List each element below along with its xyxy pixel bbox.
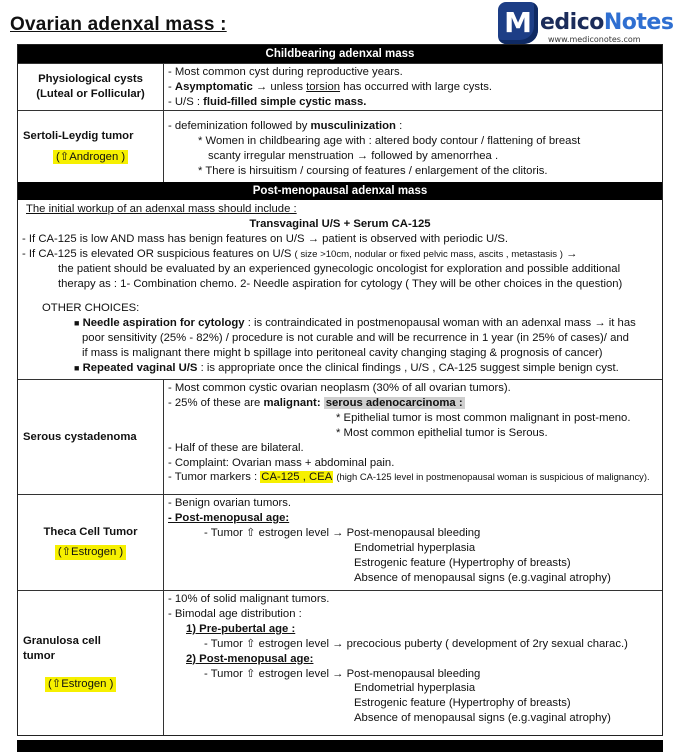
bullet-square-icon: ■: [74, 363, 80, 374]
label-sertoli-leydig: Sertoli-Leydig tumor (⇧Androgen ): [18, 111, 164, 182]
content-granulosa-cell-tumor: - 10% of solid malignant tumors. - Bimodal age distribution : 1) Pre-pubertal age : - Tumor ⇧ estrogen level → precocious puberty ( development of 2ry sexual charac.) 2) Post-menopusal age: - Tumor ⇧ estrogen level → Post-menopausal bleeding Endometrial hyperplasia Estrogenic feature (Hypertrophy of breasts) Absence of menopausal signs (e.g.vaginal atrophy): [168, 592, 628, 725]
postmeno-header: Post-menopausal adenxal mass: [18, 182, 662, 200]
content-physiological-cysts: - Most common cyst during reproductive years. - Asymptomatic → unless torsion has occurred with large cysts. - U/S : fluid-filled simple cystic mass.: [168, 66, 492, 108]
estrogen-tag: (⇧Estrogen ): [55, 545, 126, 560]
content-sertoli-leydig: - defeminization followed by musculinization : * Women in childbearing age with : altered body contour / flattening of breast scanty irregular menstruation → followed by amenorrhea . * There is hirsuitism / coursing of features / enlargement of the clitoris.: [168, 120, 581, 177]
row-physiological-cysts: [18, 63, 662, 110]
document-table: [17, 44, 663, 736]
content-serous-cystadenoma: - Most common cystic ovarian neoplasm (30% of all ovarian tumors). - 25% of these are malignant: serous adenocarcinoma : * Epithelial tumor is most common malignant in post-meno. * Most common epithelial tumor is Serous. - Half of these are bilateral. - Complaint: Ovarian mass + abdominal pain. - Tumor markers : CA-125 , CEA (high CA-125 level in postmenopausal woman is suspicious of malignancy).: [168, 381, 650, 484]
logo-brand: edicoNotes: [540, 10, 674, 35]
workup-section: The initial workup of an adenxal mass should include : Transvaginal U/S + Serum CA-125 - If CA-125 is low AND mass has benign features on U/S → patient is observed with periodic U/S. - If CA-125 is elevated OR suspicious features on U/S ( size >10cm, nodular or fixed pelvic mass, ascits , metastasis ) → the patient should be evaluated by an experienced gynecologic oncologist for exploration and possible additional therapy as : 1- Combination chemo. 2- Needle aspiration for cytology ( They will be other choices in the question) OTHER CHOICES: ■ Needle aspiration for cytology : is contraindicated in postmenopausal woman with an adenxal mass → it has poor sensitivity (25% - 82%) / procedure is not curable and will be recurrence in 1 year (in 25% of cases)/ and if mass is malignant there might b spillage into peritoneal cavity changing staging & prognosis of cancer) ■ Repeated vaginal U/S : is appropriate once the clinical findings , U/S , CA-125 suggest simple benign cyst.: [18, 200, 662, 379]
medico-notes-logo: [498, 2, 674, 48]
label-serous-cystadenoma: Serous cystadenoma: [18, 380, 164, 494]
row-sertoli-leydig: [18, 110, 662, 182]
page-title: Ovarian adenxal mass :: [10, 14, 227, 35]
content-theca-cell-tumor: - Benign ovarian tumors. - Post-menopusal age: - Tumor ⇧ estrogen level → Post-menopausal bleeding Endometrial hyperplasia Estrogenic feature (Hypertrophy of breasts) Absence of menopausal signs (e.g.vaginal atrophy): [168, 496, 611, 584]
androgen-tag: (⇧Androgen ): [53, 150, 128, 165]
childbearing-header: Childbearing adenxal mass: [18, 45, 662, 63]
row-serous-cystadenoma: [18, 379, 662, 494]
row-granulosa-cell-tumor: [18, 590, 662, 735]
bullet-square-icon: ■: [74, 318, 80, 329]
logo-url: www.mediconotes.com: [548, 35, 641, 44]
transvaginal-line: Transvaginal U/S + Serum CA-125: [249, 217, 431, 230]
label-theca-cell-tumor: Theca Cell Tumor (⇧Estrogen ): [18, 495, 164, 590]
label-granulosa-cell-tumor: Granulosa cell tumor (⇧Estrogen ): [18, 591, 164, 735]
label-physiological-cysts: Physiological cysts (Luteal or Follicular): [18, 64, 164, 110]
estrogen-tag: (⇧Estrogen ): [45, 677, 116, 692]
next-section-bar: [17, 740, 663, 752]
row-theca-cell-tumor: [18, 494, 662, 590]
workup-heading: The initial workup of an adenxal mass should include :: [26, 203, 297, 215]
logo-m-icon: M: [498, 2, 538, 44]
